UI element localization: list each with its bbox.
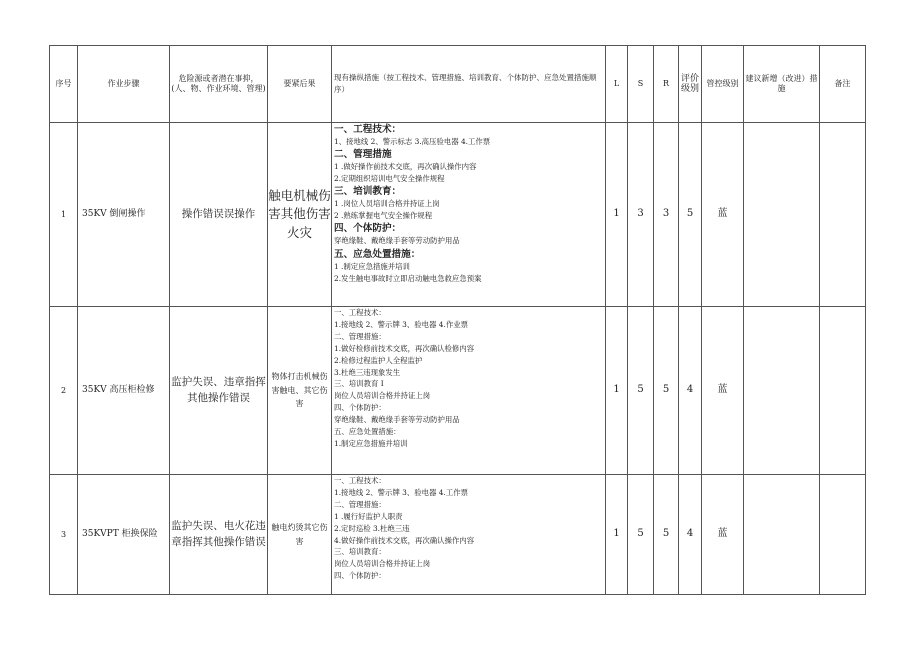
measure-line: 1 .岗位人员培训合格并持证上岗: [334, 199, 440, 209]
measure-line: 1 .制定应急措施并培训: [334, 261, 410, 271]
header-row: [50, 46, 866, 123]
row-step: 35KVPT 柜换保险: [78, 475, 170, 595]
row-seq: 3: [50, 475, 78, 595]
measure-line: 岗位人员培训合格并持证上岗: [334, 559, 431, 569]
measure-line: 五、应急处置措施：: [334, 427, 401, 437]
row-l: 1: [606, 307, 628, 475]
row-rating: 4: [679, 475, 702, 595]
table-row: [50, 123, 866, 307]
header-consequence: 要紧后果: [268, 46, 332, 123]
row-consequence: 物体打击机械伤害触电、其它伤害: [268, 307, 332, 475]
header-rating: 评价级别: [679, 46, 702, 123]
measure-line: 一、工程技术：: [334, 476, 386, 485]
row-rating: 4: [679, 307, 702, 475]
row-rating: 5: [679, 123, 702, 307]
measure-line: 四、个体防护：: [334, 571, 386, 581]
row-l: 1: [606, 123, 628, 307]
row-control: 蓝: [702, 475, 744, 595]
measure-line: 三、培训教育：: [334, 186, 402, 198]
measure-line: 2.定时巡检 3.杜绝三违: [334, 523, 410, 533]
measure-line: 4.做好操作前技术交底，再次确认操作内容: [334, 535, 475, 545]
header-control: 管控级别: [702, 46, 744, 123]
table-row: [50, 475, 866, 595]
row-r: 5: [654, 307, 679, 475]
measure-line: 1.接地线 2、警示牌 3、验电器 4.作业票: [334, 319, 469, 329]
row-seq: 1: [50, 123, 78, 307]
risk-assessment-table: [49, 45, 866, 595]
measure-line: 五、应急处置措施：: [334, 248, 421, 260]
measure-line: 3.杜绝三违现象发生: [334, 367, 401, 377]
measure-line: 1 .履行好监护人职责: [334, 511, 403, 521]
row-hazard: 监护失误、电火花违章指挥其他操作错误: [170, 475, 268, 595]
row-measures: [332, 307, 606, 475]
measure-line: 一、工程技术：: [334, 124, 402, 135]
row-consequence: 触电机械伤害其他伤害火灾: [268, 123, 332, 307]
header-hazard: 危险源或者潜在事抑，(人、物、作业环境、管理): [170, 46, 268, 123]
measure-line: 2.检修过程监护人全程监护: [334, 355, 423, 365]
header-remark: 备注: [820, 46, 866, 123]
measure-line: 2 .熟练掌握电气安全操作规程: [334, 211, 433, 221]
measure-line: 四、个体防护：: [334, 223, 402, 235]
row-control: 蓝: [702, 307, 744, 475]
measure-line: 岗位人员培训合格并持证上岗: [334, 391, 431, 401]
row-consequence: 触电灼烫其它伤害: [268, 475, 332, 595]
row-step: 35KV 倒闸操作: [78, 123, 170, 307]
row-remark: [820, 123, 866, 307]
row-s: 5: [628, 475, 654, 595]
row-s: 5: [628, 307, 654, 475]
measure-line: 二、管理措施：: [334, 499, 386, 509]
header-seq: 序号: [50, 46, 78, 123]
row-r: 5: [654, 475, 679, 595]
measure-line: 1 .做好操作前技术交底，再次确认操作内容: [334, 162, 477, 172]
row-step: 35KV 高压柜检修: [78, 307, 170, 475]
row-remark: [820, 475, 866, 595]
table-row: [50, 307, 866, 475]
row-r: 3: [654, 123, 679, 307]
measure-line: 二、管理措施：: [334, 331, 386, 341]
measure-line: 1.接地线 2、警示牌 3、验电器 4.工作票: [334, 487, 469, 497]
header-l: L: [606, 46, 628, 123]
measure-line: 2.发生触电事故时立即启动触电急救应急预案: [334, 273, 482, 283]
header-suggest: 建议新增（改进）措施: [744, 46, 820, 123]
row-remark: [820, 307, 866, 475]
header-s: S: [628, 46, 654, 123]
measure-line: 穿绝缘鞋、戴绝缘手套等劳动防护用品: [334, 236, 460, 246]
row-suggest: [744, 123, 820, 307]
row-hazard: 操作错误误操作: [170, 123, 268, 307]
measure-line: 三、培训教育：: [334, 547, 386, 557]
row-measures: [332, 475, 606, 595]
row-suggest: [744, 475, 820, 595]
header-step: 作业步骤: [78, 46, 170, 123]
measure-line: 穿绝缘鞋、戴绝缘手套等劳动防护用品: [334, 415, 460, 425]
row-l: 1: [606, 475, 628, 595]
header-r: R: [654, 46, 679, 123]
measure-line: 1.制定应急措施并培训: [334, 438, 408, 448]
row-control: 蓝: [702, 123, 744, 307]
row-suggest: [744, 307, 820, 475]
row-s: 3: [628, 123, 654, 307]
measure-line: 1、接地线 2、警示标志 3.高压验电器 4.工作票: [334, 137, 491, 146]
row-measures: [332, 123, 606, 307]
measure-line: 三、培训教育 I: [334, 379, 384, 389]
row-seq: 2: [50, 307, 78, 475]
measure-line: 2.定期组织培训电气安全操作规程: [334, 174, 445, 184]
measure-line: 一、工程技术：: [334, 308, 386, 317]
header-measures: 现有操纵措施（按工程技术、管理措施、培训教育、个体防护、应急处置措施顺序）: [332, 46, 606, 123]
measure-line: 二、管理措施: [334, 149, 392, 161]
measure-line: 四、个体防护：: [334, 403, 386, 413]
row-hazard: 监护失误、违章指挥其他操作错误: [170, 307, 268, 475]
measure-line: 1.做好检修前技术交底，再次确认检修内容: [334, 343, 475, 353]
